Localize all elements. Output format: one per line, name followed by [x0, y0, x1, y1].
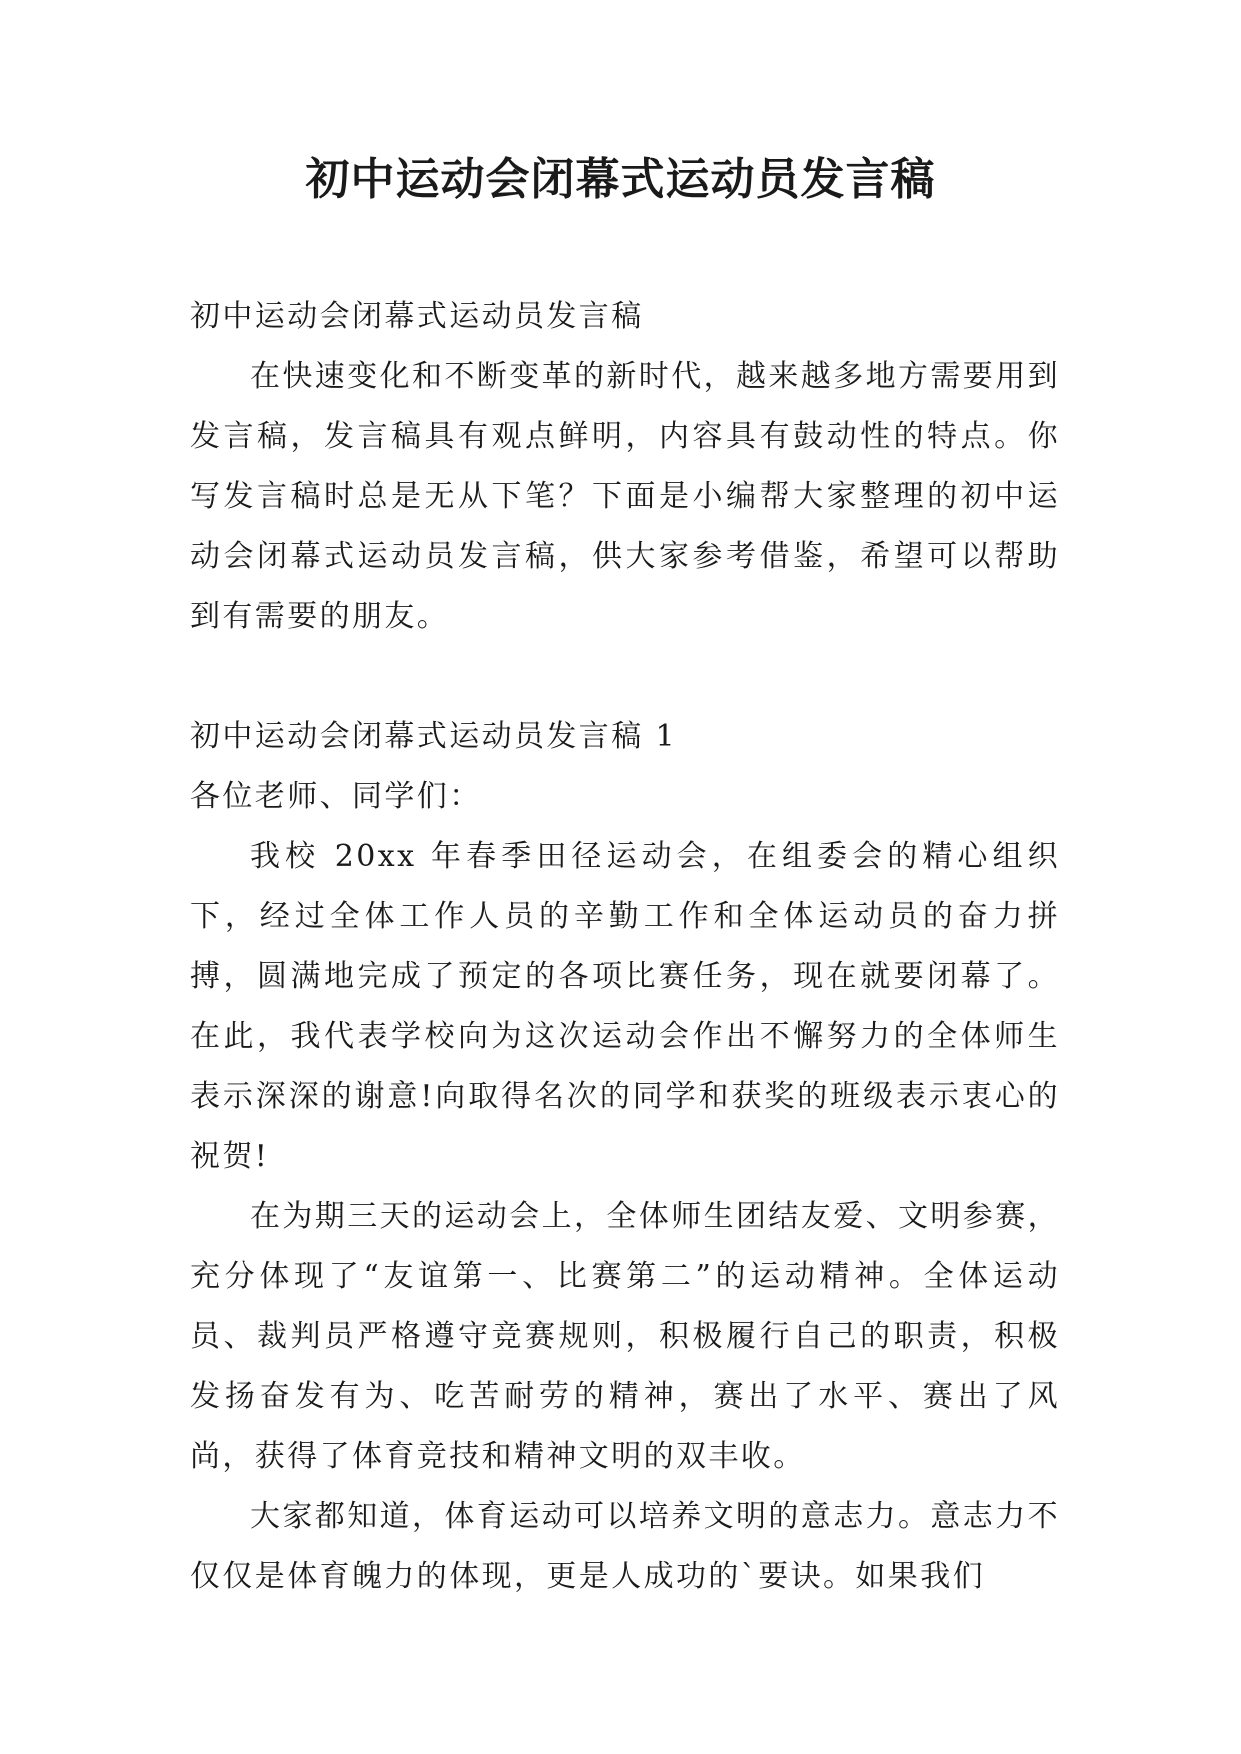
section-heading: 初中运动会闭幕式运动员发言稿 1 — [190, 719, 678, 754]
document-body — [190, 287, 1060, 1607]
intro-paragraph: 在快速变化和不断变革的新时代，越来越多地方需要用到发言稿，发言稿具有观点鲜明，内容具有鼓动性的特点。你写发言稿时总是无从下笔？下面是小编帮大家整理的初中运动会闭幕式运动员发言稿，供大家参考借鉴，希望可以帮助到有需要的朋友。 — [190, 359, 1060, 634]
document-title: 初中运动会闭幕式运动员发言稿 — [305, 154, 936, 205]
salutation: 各位老师、同学们： — [190, 779, 482, 814]
speech-paragraph-1: 我校 20xx 年春季田径运动会，在组委会的精心组织下，经过全体工作人员的辛勤工作和全体运动员的奋力拼搏，圆满地完成了预定的各项比赛任务，现在就要闭幕了。在此，我代表学校向为这次运动会作出不懈努力的全体师生表示深深的谢意!向取得名次的同学和获奖的班级表示衷心的祝贺! — [190, 839, 1060, 1174]
speech-paragraph-3: 大家都知道，体育运动可以培养文明的意志力。意志力不仅仅是体育魄力的体现，更是人成功的`要诀。如果我们 — [190, 1499, 1060, 1594]
speech-paragraph-2: 在为期三天的运动会上，全体师生团结友爱、文明参赛，充分体现了“友谊第一、比赛第二”的运动精神。全体运动员、裁判员严格遵守竞赛规则，积极履行自己的职责，积极发扬奋发有为、吃苦耐劳的精神，赛出了水平、赛出了风尚，获得了体育竞技和精神文明的双丰收。 — [190, 1199, 1060, 1474]
subtitle-line: 初中运动会闭幕式运动员发言稿 — [190, 299, 644, 334]
